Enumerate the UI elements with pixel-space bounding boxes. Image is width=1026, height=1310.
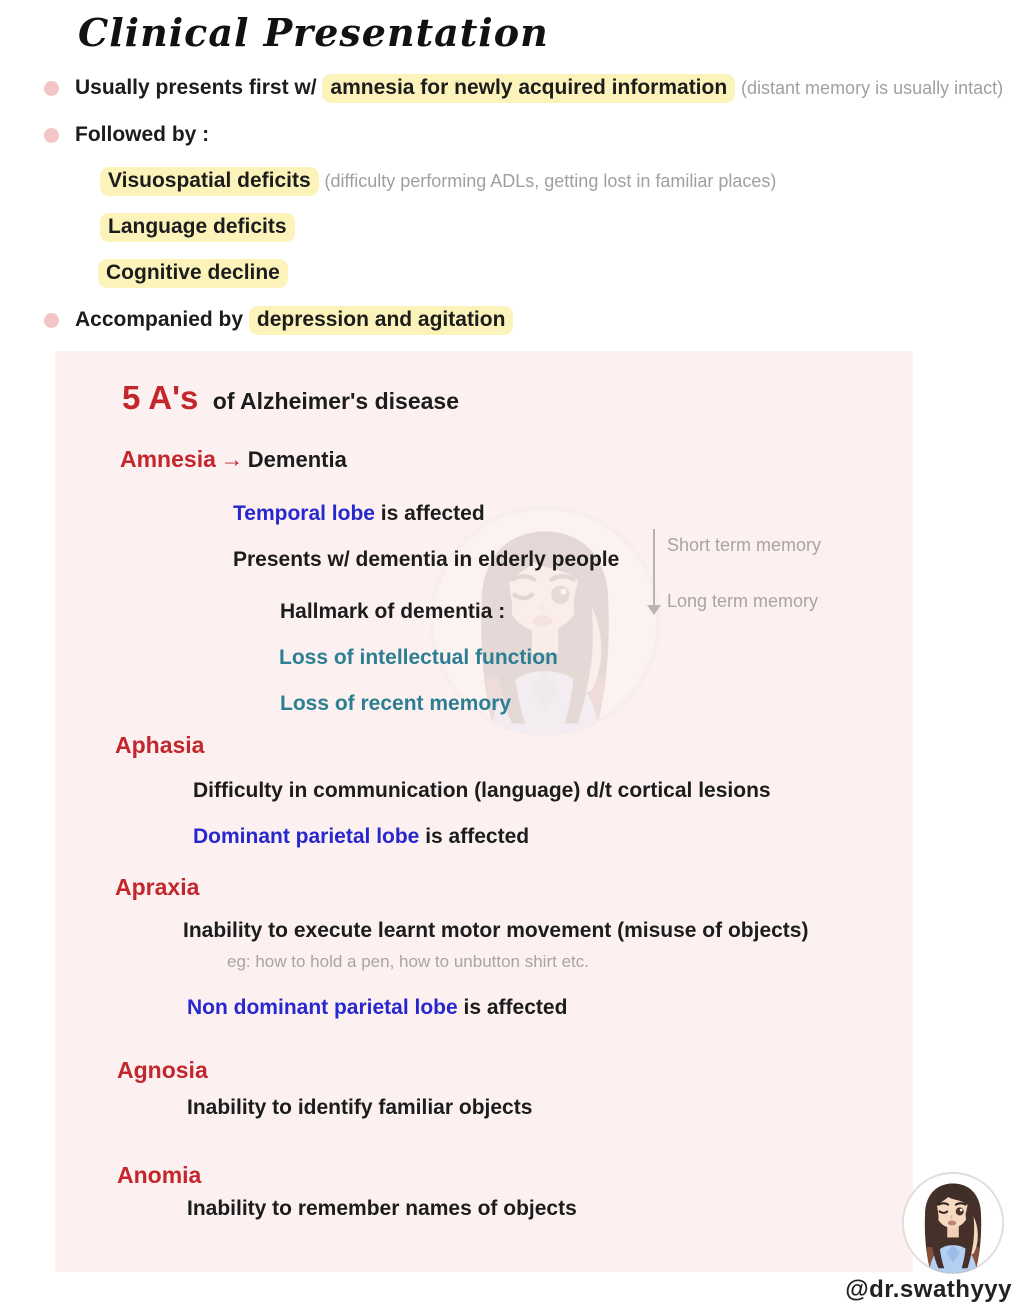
aphasia-line2-rest: is affected bbox=[419, 825, 530, 848]
aphasia-line2-blue: Dominant parietal lobe bbox=[193, 825, 420, 848]
apraxia-line2-blue: Non dominant parietal lobe bbox=[187, 996, 458, 1019]
subitem-cognitive bbox=[98, 261, 288, 285]
amnesia-line1-blue: Temporal lobe bbox=[233, 502, 375, 525]
author-handle: @dr.swathyyy bbox=[845, 1276, 1012, 1303]
bullet-dot-icon bbox=[44, 313, 59, 328]
panel-heading bbox=[122, 379, 459, 417]
page-title: Clinical Presentation bbox=[78, 10, 549, 55]
bullet-usually-presents bbox=[75, 76, 1003, 100]
aphasia-line2 bbox=[193, 825, 529, 849]
anomia-line1: Inability to remember names of objects bbox=[187, 1197, 577, 1220]
hallmark-label: Hallmark of dementia : bbox=[280, 600, 506, 623]
panel-heading-red: 5 A's bbox=[122, 379, 199, 416]
amnesia-line1 bbox=[233, 502, 485, 526]
apraxia-line1: Inability to execute learnt motor movement (misuse of objects) bbox=[183, 919, 809, 942]
panel-heading-rest: of Alzheimer's disease bbox=[212, 388, 460, 414]
bullet1-note: (distant memory is usually intact) bbox=[741, 78, 1004, 98]
right-arrow-glyph: → bbox=[220, 446, 244, 472]
bullet-dot-icon bbox=[44, 128, 59, 143]
bullet-followed-by bbox=[75, 123, 209, 147]
subitem-visuospatial bbox=[100, 169, 776, 193]
apraxia-eg-note: eg: how to hold a pen, how to unbutton shirt etc. bbox=[227, 952, 589, 971]
down-arrow-head-icon bbox=[647, 605, 661, 615]
subitem-language bbox=[100, 215, 295, 239]
amnesia-line2: Presents w/ dementia in elderly people bbox=[233, 548, 620, 571]
subitem3-highlight: Cognitive decline bbox=[98, 259, 288, 288]
five-as-panel bbox=[55, 351, 913, 1272]
memory-bottom-label: Long term memory bbox=[667, 591, 819, 611]
amnesia-term: Amnesia bbox=[120, 446, 216, 472]
hallmark-line1: Loss of intellectual function bbox=[279, 646, 558, 669]
aphasia-line1: Difficulty in communication (language) d/t cortical lesions bbox=[193, 779, 771, 802]
subitem1-highlight: Visuospatial deficits bbox=[100, 167, 319, 196]
subitem1-note: (difficulty performing ADLs, getting lost in familiar places) bbox=[324, 171, 777, 191]
bullet1-highlight: amnesia for newly acquired information bbox=[322, 74, 735, 103]
doctor-girl-avatar bbox=[900, 1170, 1006, 1276]
anomia-term: Anomia bbox=[117, 1162, 202, 1188]
section-amnesia-title bbox=[120, 446, 347, 473]
bullet1-prefix: Usually presents first w/ bbox=[75, 76, 323, 99]
aphasia-term: Aphasia bbox=[115, 732, 205, 758]
down-arrow-icon bbox=[653, 529, 655, 607]
memory-top-label: Short term memory bbox=[667, 535, 822, 555]
amnesia-line1-rest: is affected bbox=[374, 502, 485, 525]
apraxia-line2 bbox=[187, 996, 567, 1020]
bullet3-prefix: Accompanied by bbox=[75, 308, 249, 331]
apraxia-term: Apraxia bbox=[115, 874, 200, 900]
bullet2-label: Followed by : bbox=[75, 123, 210, 146]
bullet-dot-icon bbox=[44, 81, 59, 96]
agnosia-line1: Inability to identify familiar objects bbox=[187, 1096, 533, 1119]
bullet3-highlight: depression and agitation bbox=[249, 306, 514, 335]
apraxia-line2-rest: is affected bbox=[457, 996, 568, 1019]
bullet-accompanied-by bbox=[75, 308, 513, 332]
subitem2-highlight: Language deficits bbox=[100, 213, 295, 242]
agnosia-term: Agnosia bbox=[117, 1057, 208, 1083]
hallmark-line2: Loss of recent memory bbox=[280, 692, 512, 715]
amnesia-result: Dementia bbox=[247, 447, 347, 472]
